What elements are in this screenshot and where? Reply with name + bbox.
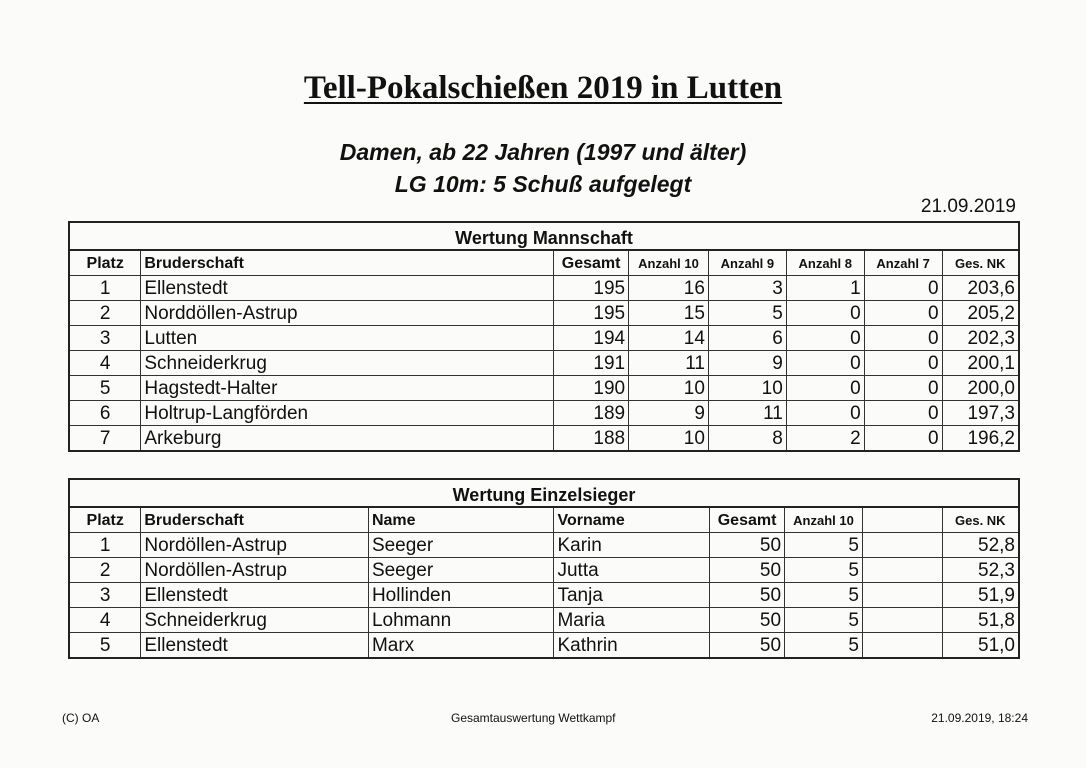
cell-empty — [862, 633, 942, 659]
cell-gesamt: 50 — [710, 533, 785, 558]
cell-ges-nk: 202,3 — [942, 326, 1019, 351]
team-table-caption: Wertung Mannschaft — [69, 222, 1019, 250]
subtitle-category: Damen, ab 22 Jahren (1997 und älter) — [339, 139, 747, 165]
cell-gesamt: 195 — [554, 276, 629, 301]
table-row — [69, 633, 1019, 659]
table-row — [69, 558, 1019, 583]
col-gesamt: Gesamt — [710, 507, 785, 533]
cell-anzahl-8: 2 — [786, 426, 864, 452]
cell-gesamt: 50 — [710, 633, 785, 659]
cell-bruderschaft: Schneiderkrug — [141, 608, 369, 633]
document-date: 21.09.2019 — [920, 196, 1016, 217]
page-title: Tell-Pokalschießen 2019 in Lutten — [303, 70, 783, 106]
cell-ges-nk: 51,9 — [942, 583, 1019, 608]
cell-bruderschaft: Nordöllen-Astrup — [141, 558, 369, 583]
cell-vorname: Tanja — [554, 583, 710, 608]
cell-vorname: Jutta — [554, 558, 710, 583]
cell-name: Marx — [368, 633, 554, 659]
cell-bruderschaft: Norddöllen-Astrup — [141, 301, 554, 326]
col-vorname: Vorname — [554, 507, 710, 533]
table-row — [69, 401, 1019, 426]
cell-bruderschaft: Ellenstedt — [141, 276, 554, 301]
cell-empty — [862, 533, 942, 558]
cell-ges-nk: 51,0 — [942, 633, 1019, 659]
cell-vorname: Kathrin — [554, 633, 710, 659]
single-results-table — [68, 478, 1020, 659]
cell-platz: 1 — [69, 276, 141, 301]
cell-empty — [862, 558, 942, 583]
cell-anzahl-10: 5 — [785, 558, 863, 583]
cell-gesamt: 50 — [710, 608, 785, 633]
cell-gesamt: 50 — [710, 558, 785, 583]
cell-empty — [862, 583, 942, 608]
cell-platz: 7 — [69, 426, 141, 452]
footer-copyright: (C) OA — [62, 711, 100, 725]
footer-timestamp: 21.09.2019, 18:24 — [931, 711, 1028, 725]
cell-gesamt: 194 — [554, 326, 629, 351]
col-bruderschaft: Bruderschaft — [141, 507, 369, 533]
col-platz: Platz — [69, 507, 141, 533]
cell-anzahl-10: 10 — [629, 376, 709, 401]
cell-anzahl-10: 14 — [629, 326, 709, 351]
cell-anzahl-7: 0 — [864, 301, 942, 326]
cell-anzahl-10: 9 — [629, 401, 709, 426]
cell-anzahl-7: 0 — [864, 276, 942, 301]
col-anzahl-8: Anzahl 8 — [786, 250, 864, 276]
col-bruderschaft: Bruderschaft — [141, 250, 554, 276]
cell-gesamt: 189 — [554, 401, 629, 426]
cell-vorname: Maria — [554, 608, 710, 633]
cell-ges-nk: 200,1 — [942, 351, 1019, 376]
cell-gesamt: 195 — [554, 301, 629, 326]
col-anzahl-9: Anzahl 9 — [708, 250, 786, 276]
cell-platz: 1 — [69, 533, 141, 558]
cell-anzahl-10: 10 — [629, 426, 709, 452]
cell-anzahl-7: 0 — [864, 401, 942, 426]
col-anzahl-7: Anzahl 7 — [864, 250, 942, 276]
single-table-header — [69, 507, 1019, 533]
cell-platz: 2 — [69, 558, 141, 583]
cell-anzahl-10: 15 — [629, 301, 709, 326]
cell-vorname: Karin — [554, 533, 710, 558]
cell-ges-nk: 205,2 — [942, 301, 1019, 326]
cell-bruderschaft: Ellenstedt — [141, 583, 369, 608]
cell-anzahl-8: 0 — [786, 301, 864, 326]
cell-platz: 3 — [69, 583, 141, 608]
cell-anzahl-8: 0 — [786, 376, 864, 401]
cell-bruderschaft: Hagstedt-Halter — [141, 376, 554, 401]
table-row — [69, 376, 1019, 401]
col-name: Name — [368, 507, 554, 533]
team-results-table — [68, 221, 1020, 452]
cell-anzahl-7: 0 — [864, 376, 942, 401]
cell-anzahl-9: 10 — [708, 376, 786, 401]
cell-platz: 4 — [69, 608, 141, 633]
table-row — [69, 326, 1019, 351]
col-anzahl-10: Anzahl 10 — [785, 507, 863, 533]
cell-empty — [862, 608, 942, 633]
table-row — [69, 276, 1019, 301]
cell-anzahl-10: 5 — [785, 583, 863, 608]
cell-anzahl-7: 0 — [864, 351, 942, 376]
cell-anzahl-7: 0 — [864, 326, 942, 351]
cell-bruderschaft: Lutten — [141, 326, 554, 351]
cell-anzahl-10: 16 — [629, 276, 709, 301]
cell-name: Seeger — [368, 533, 554, 558]
table-row — [69, 583, 1019, 608]
table-row — [69, 533, 1019, 558]
cell-bruderschaft: Arkeburg — [141, 426, 554, 452]
cell-platz: 4 — [69, 351, 141, 376]
cell-anzahl-9: 11 — [708, 401, 786, 426]
cell-name: Seeger — [368, 558, 554, 583]
cell-gesamt: 188 — [554, 426, 629, 452]
cell-anzahl-10: 5 — [785, 533, 863, 558]
cell-ges-nk: 196,2 — [942, 426, 1019, 452]
cell-ges-nk: 203,6 — [942, 276, 1019, 301]
col-empty — [862, 507, 942, 533]
cell-gesamt: 50 — [710, 583, 785, 608]
col-ges-nk: Ges. NK — [942, 507, 1019, 533]
cell-name: Hollinden — [368, 583, 554, 608]
cell-platz: 3 — [69, 326, 141, 351]
cell-anzahl-8: 0 — [786, 351, 864, 376]
cell-bruderschaft: Schneiderkrug — [141, 351, 554, 376]
col-platz: Platz — [69, 250, 141, 276]
cell-anzahl-8: 0 — [786, 326, 864, 351]
cell-bruderschaft: Ellenstedt — [141, 633, 369, 659]
table-row — [69, 301, 1019, 326]
cell-anzahl-9: 6 — [708, 326, 786, 351]
cell-anzahl-10: 5 — [785, 608, 863, 633]
table-row — [69, 608, 1019, 633]
cell-anzahl-8: 0 — [786, 401, 864, 426]
cell-anzahl-10: 11 — [629, 351, 709, 376]
cell-bruderschaft: Holtrup-Langförden — [141, 401, 554, 426]
cell-ges-nk: 200,0 — [942, 376, 1019, 401]
cell-gesamt: 190 — [554, 376, 629, 401]
footer-report-name: Gesamtauswertung Wettkampf — [451, 711, 616, 725]
cell-anzahl-7: 0 — [864, 426, 942, 452]
cell-anzahl-8: 1 — [786, 276, 864, 301]
cell-anzahl-9: 5 — [708, 301, 786, 326]
cell-bruderschaft: Nordöllen-Astrup — [141, 533, 369, 558]
table-row — [69, 351, 1019, 376]
cell-anzahl-9: 3 — [708, 276, 786, 301]
col-ges-nk: Ges. NK — [942, 250, 1019, 276]
cell-anzahl-9: 9 — [708, 351, 786, 376]
cell-platz: 6 — [69, 401, 141, 426]
subtitle-discipline: LG 10m: 5 Schuß aufgelegt — [394, 171, 692, 197]
single-table-caption: Wertung Einzelsieger — [69, 479, 1019, 507]
cell-gesamt: 191 — [554, 351, 629, 376]
cell-ges-nk: 52,8 — [942, 533, 1019, 558]
cell-platz: 2 — [69, 301, 141, 326]
cell-name: Lohmann — [368, 608, 554, 633]
cell-platz: 5 — [69, 376, 141, 401]
cell-platz: 5 — [69, 633, 141, 659]
cell-ges-nk: 52,3 — [942, 558, 1019, 583]
col-gesamt: Gesamt — [554, 250, 629, 276]
table-row — [69, 426, 1019, 452]
col-anzahl-10: Anzahl 10 — [629, 250, 709, 276]
cell-anzahl-9: 8 — [708, 426, 786, 452]
cell-ges-nk: 51,8 — [942, 608, 1019, 633]
cell-ges-nk: 197,3 — [942, 401, 1019, 426]
team-table-header — [69, 250, 1019, 276]
cell-anzahl-10: 5 — [785, 633, 863, 659]
